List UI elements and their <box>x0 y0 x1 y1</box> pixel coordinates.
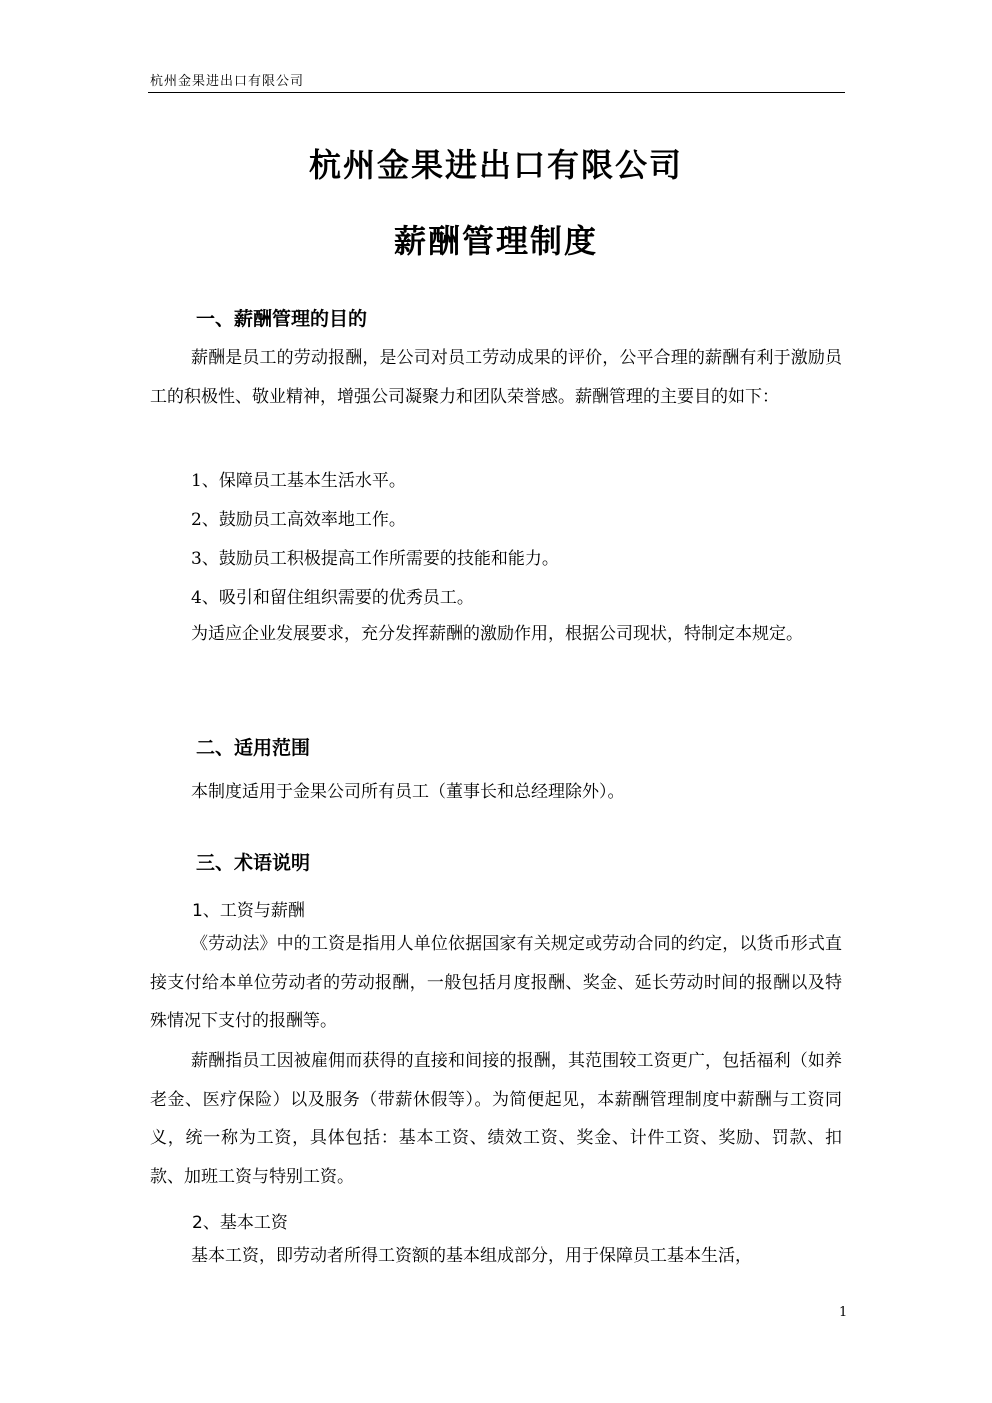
document-title-company: 杭州金果进出口有限公司 <box>308 146 683 184</box>
section-3-sub-2-heading: 2、基本工资 <box>192 1213 288 1233</box>
section-3-sub-1-paragraph-1: 《劳动法》中的工资是指用人单位依据国家有关规定或劳动合同的约定，以货币形式直接支付给本单位劳动者的劳动报酬，一般包括月度报酬、奖金、延长劳动时间的报酬以及特殊情况下支付的报酬等。 <box>150 934 842 1031</box>
section-1-heading: 一、薪酬管理的目的 <box>196 308 368 330</box>
header-divider <box>148 92 845 93</box>
section-1-item-3: 3、鼓励员工积极提高工作所需要的技能和能力。 <box>191 549 559 569</box>
document-title: 薪酬管理制度 <box>393 222 598 260</box>
section-2-heading: 二、适用范围 <box>196 737 311 759</box>
section-3-sub-1-heading: 1、工资与薪酬 <box>192 901 305 921</box>
section-1-item-1: 1、保障员工基本生活水平。 <box>191 471 406 491</box>
section-1-closing: 为适应企业发展要求，充分发挥薪酬的激励作用，根据公司现状，特制定本规定。 <box>191 624 803 644</box>
section-3-sub-2-paragraph-1: 基本工资，即劳动者所得工资额的基本组成部分，用于保障员工基本生活， <box>191 1246 752 1266</box>
section-1-item-2: 2、鼓励员工高效率地工作。 <box>191 510 406 530</box>
section-3-heading: 三、术语说明 <box>196 852 311 874</box>
section-1-intro: 薪酬是员工的劳动报酬，是公司对员工劳动成果的评价，公平合理的薪酬有利于激励员工的积极性、敬业精神，增强公司凝聚力和团队荣誉感。薪酬管理的主要目的如下： <box>150 348 842 407</box>
section-3-sub-1-paragraph-2: 薪酬指员工因被雇佣而获得的直接和间接的报酬，其范围较工资更广，包括福利（如养老金、医疗保险）以及服务（带薪休假等）。为简便起见，本薪酬管理制度中薪酬与工资同义，统一称为工资，具体包括：基本工资、绩效工资、奖金、计件工资、奖励、罚款、扣款、加班工资与特别工资。 <box>150 1051 842 1187</box>
section-2-text: 本制度适用于金果公司所有员工（董事长和总经理除外）。 <box>191 782 625 802</box>
section-1-item-4: 4、吸引和留住组织需要的优秀员工。 <box>191 588 474 608</box>
page-header-company: 杭州金果进出口有限公司 <box>150 74 305 89</box>
page-number: 1 <box>839 1305 848 1320</box>
